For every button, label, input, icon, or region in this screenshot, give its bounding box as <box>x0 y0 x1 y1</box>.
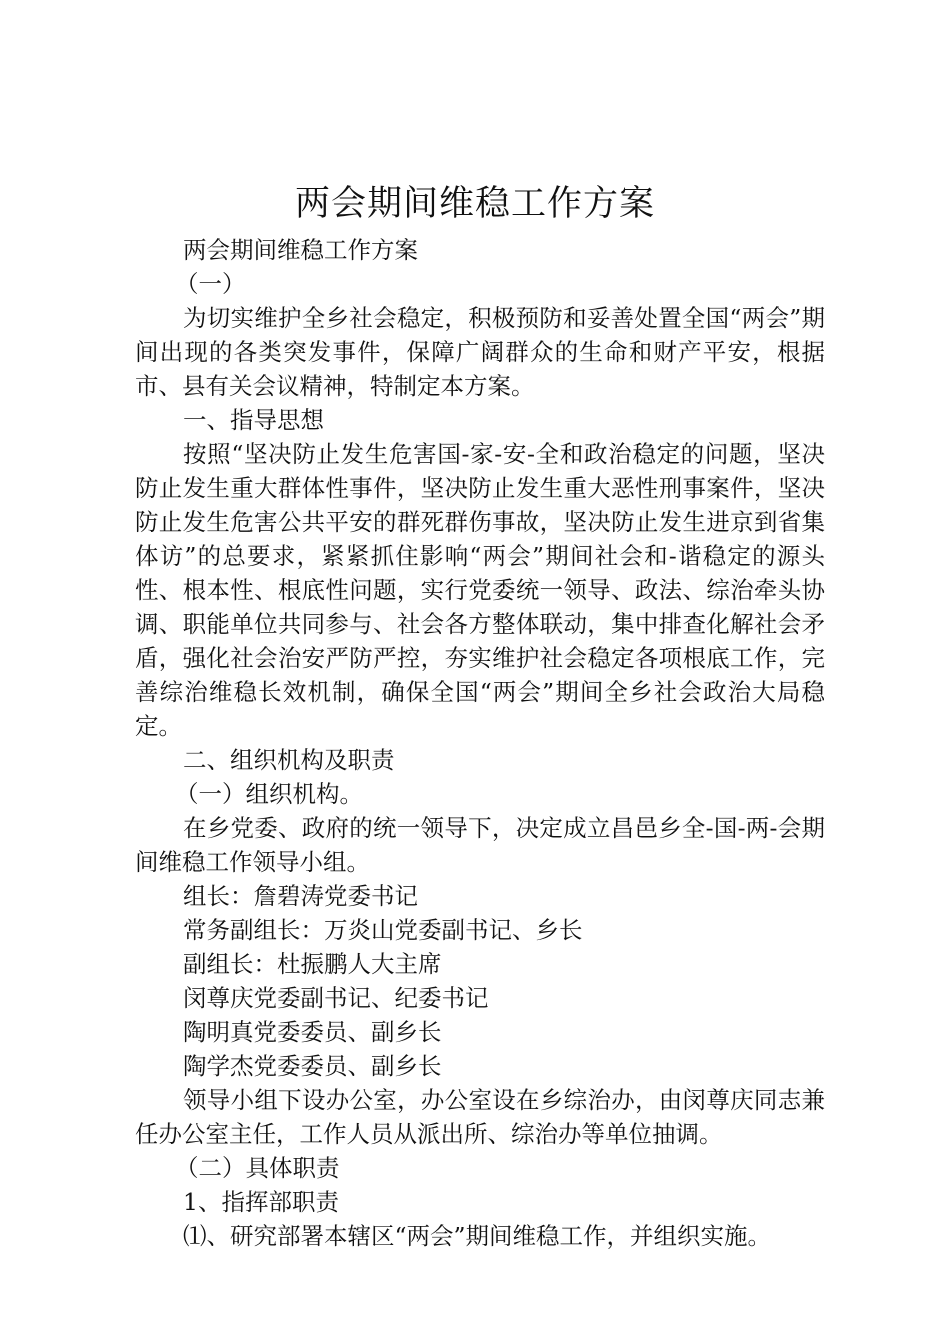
document-body <box>135 233 825 1253</box>
subheading-specific-duties: （二）具体职责 <box>175 1154 340 1182</box>
intro-paragraph: 为切实维护全乡社会稳定，积极预防和妥善处置全国“两会”期间出现的各类突发事件，保障广阔群众的生命和财产平安，根据市、县有关会议精神，特制定本方案。 <box>135 304 825 400</box>
subheading-organization: （一）组织机构。 <box>175 780 363 808</box>
office-paragraph: 领导小组下设办公室，办公室设在乡综治办，由闵尊庆同志兼任办公室主任，工作人员从派出所、综治办等单位抽调。 <box>135 1086 825 1148</box>
member-line: 组长：詹碧涛党委书记 <box>183 882 418 910</box>
subheading-command-duties: 1、指挥部职责 <box>183 1188 339 1216</box>
member-line: 闵尊庆党委副书记、纪委书记 <box>183 984 489 1012</box>
heading-guiding-ideology: 一、指导思想 <box>183 406 324 434</box>
organization-paragraph: 在乡党委、政府的统一领导下，决定成立昌邑乡全-国-两-会期间维稳工作领导小组。 <box>135 814 825 876</box>
guiding-ideology-paragraph: 按照“坚决防止发生危害国-家-安-全和政治稳定的问题，坚决防止发生重大群体性事件，坚决防止发生重大恶性刑事案件，坚决防止发生危害公共平安的群死群伤事故，坚决防止发生进京到省集体访”的总要求，紧紧抓住影响“两会”期间社会和-谐稳定的源头性、根本性、根底性问题，实行党委统一领导、政法、综治牵头协调、职能单位共同参与、社会各方整体联动，集中排查化解社会矛盾，强化社会治安严防严控，夯实维护社会稳定各项根底工作，完善综治维稳长效机制，确保全国“两会”期间全乡社会政治大局稳定。 <box>135 440 825 740</box>
document-title: 两会期间维稳工作方案 <box>294 184 655 224</box>
member-line: 陶学杰党委委员、副乡长 <box>183 1052 442 1080</box>
subtitle-paragraph: 两会期间维稳工作方案 <box>183 236 418 264</box>
member-line: 常务副组长：万炎山党委副书记、乡长 <box>183 916 583 944</box>
heading-organization-duties: 二、组织机构及职责 <box>183 746 395 774</box>
duty-item: ⑴、研究部署本辖区“两会”期间维稳工作，并组织实施。 <box>183 1222 772 1250</box>
section-number-paragraph: （一） <box>175 270 246 298</box>
member-line: 副组长：杜振鹏人大主席 <box>183 950 442 978</box>
member-line: 陶明真党委委员、副乡长 <box>183 1018 442 1046</box>
